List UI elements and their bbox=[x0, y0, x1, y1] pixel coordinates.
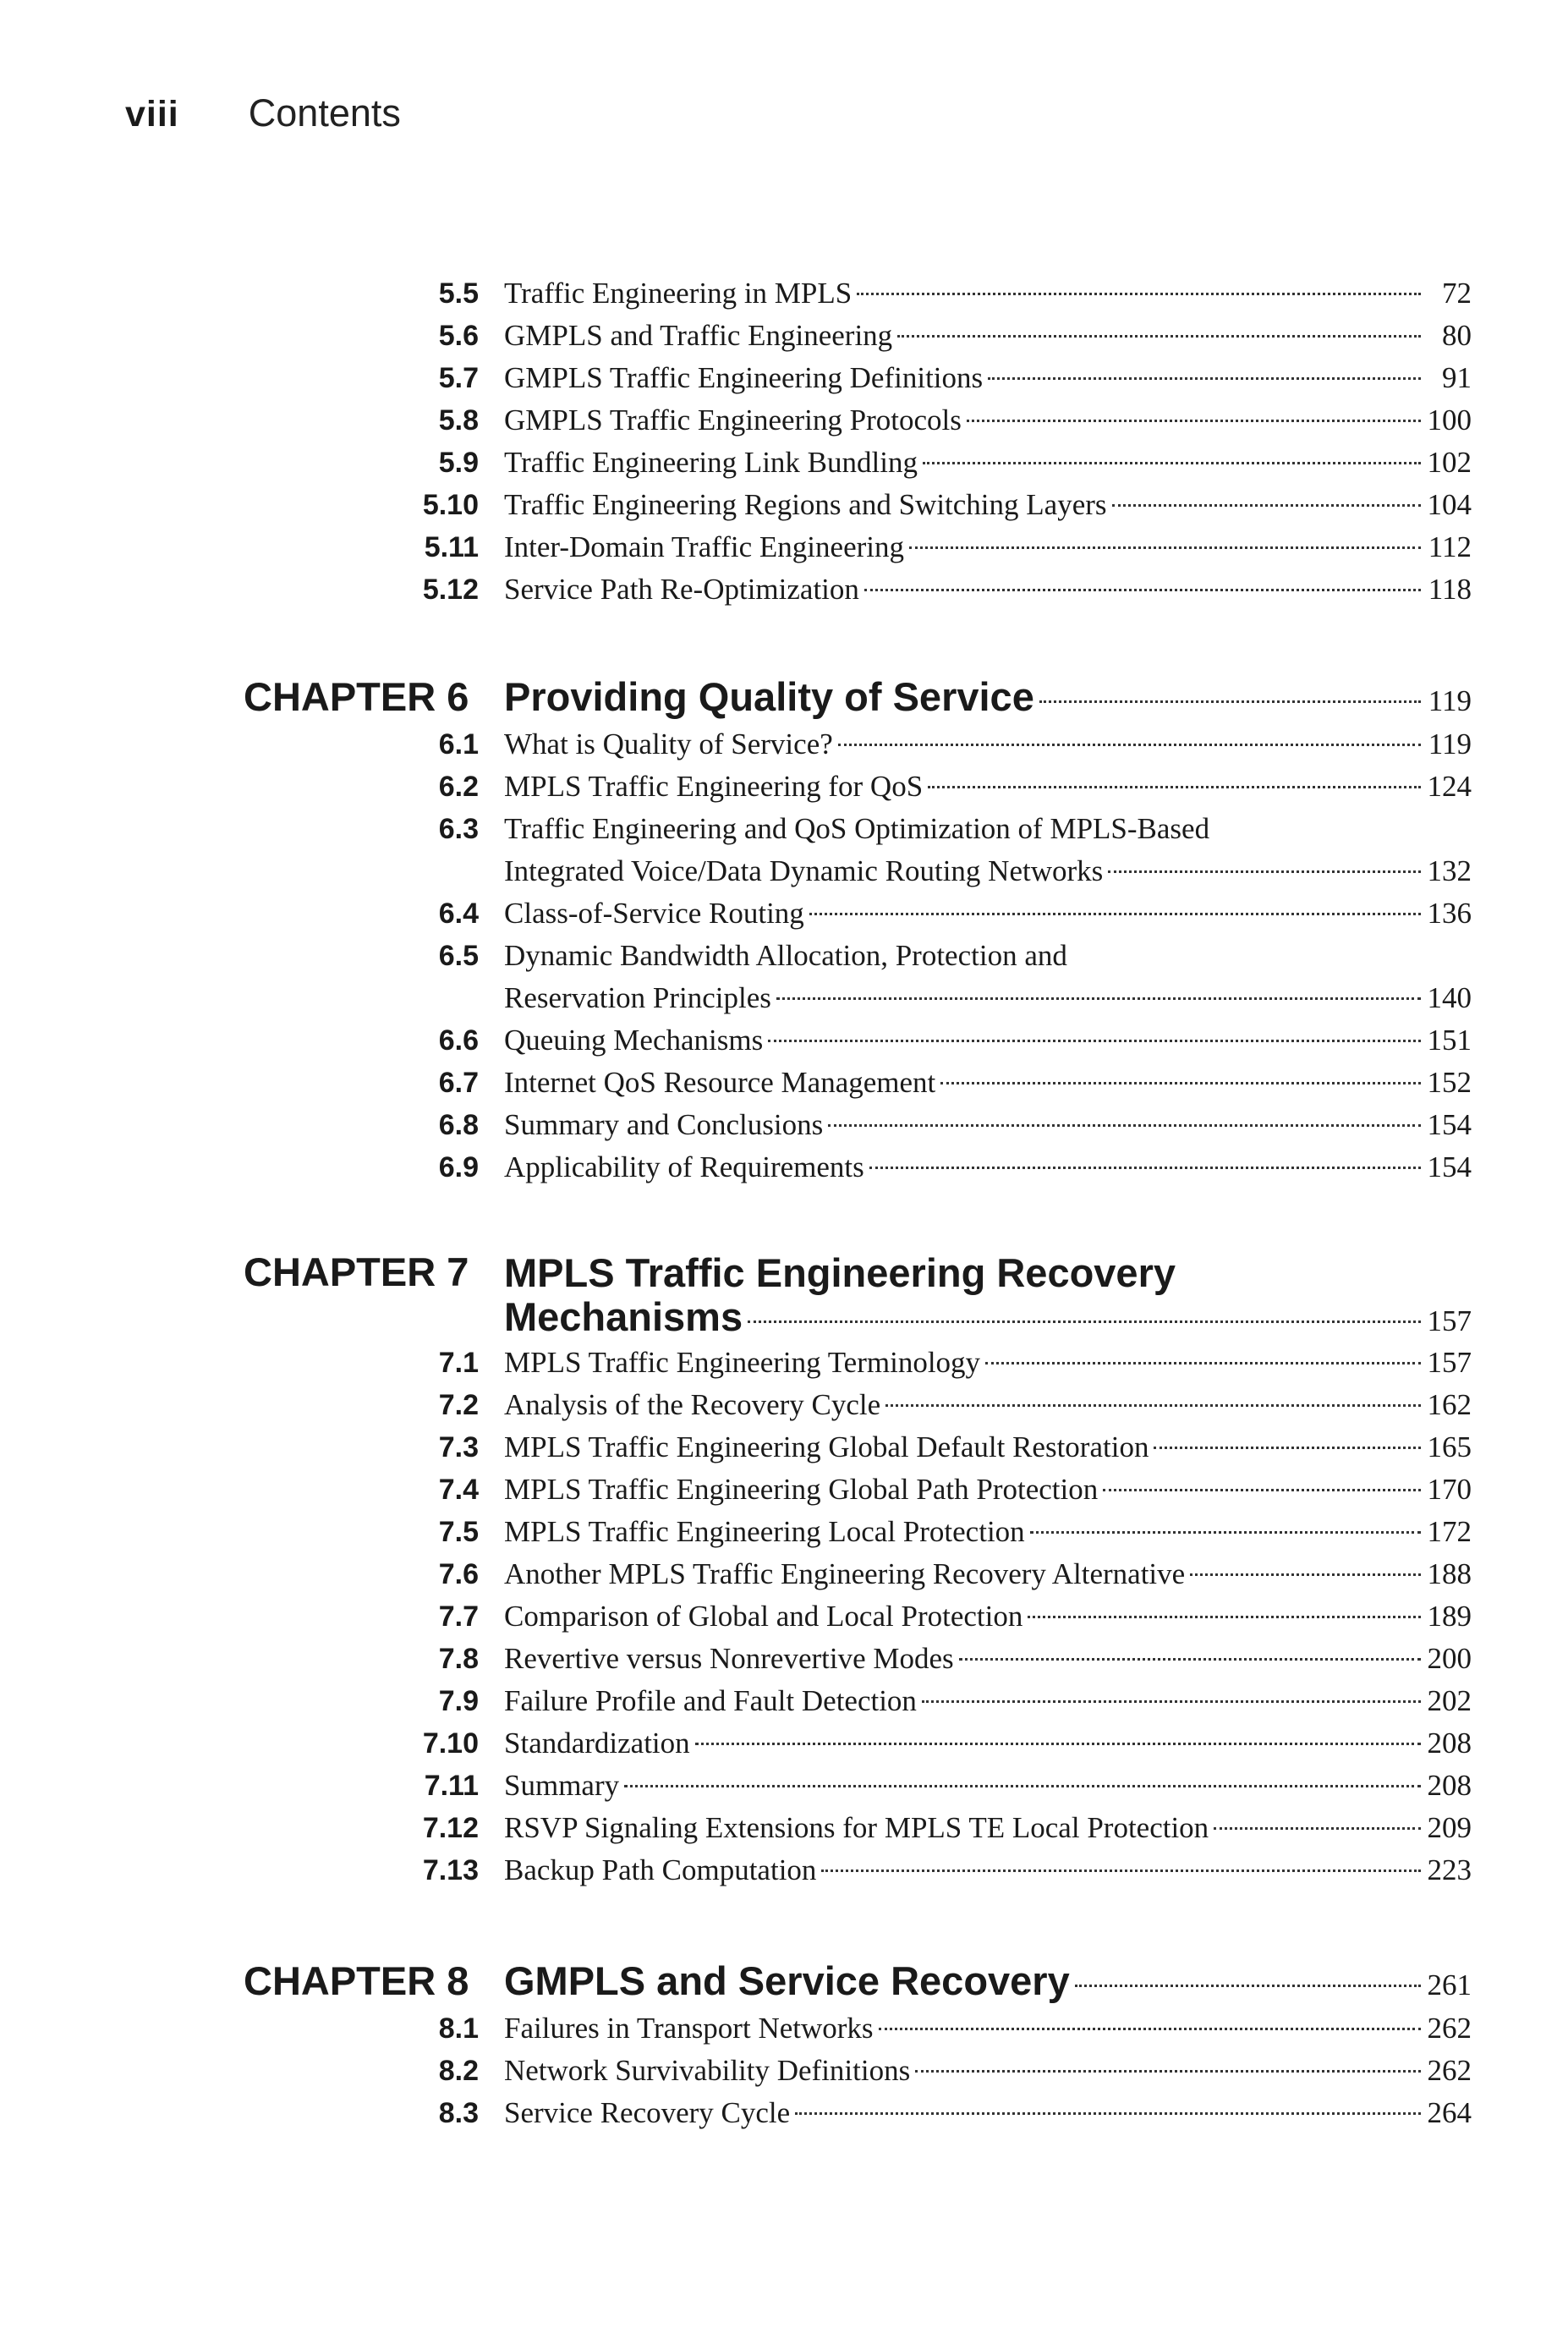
dot-leader bbox=[748, 1320, 1421, 1323]
section-title: Network Survivability Definitions bbox=[504, 2054, 911, 2087]
toc-entry[interactable] bbox=[0, 1469, 1568, 1511]
toc-entry[interactable] bbox=[0, 892, 1568, 935]
page-ref: 118 bbox=[1428, 573, 1472, 606]
chapter-label: CHAPTER 6 bbox=[244, 674, 469, 719]
chapter-heading[interactable] bbox=[0, 673, 1568, 723]
section-title: Service Recovery Cycle bbox=[504, 2096, 791, 2129]
dot-leader bbox=[1112, 504, 1421, 507]
dot-leader bbox=[857, 293, 1421, 295]
page-ref: 264 bbox=[1427, 2096, 1472, 2129]
page-ref: 124 bbox=[1427, 770, 1472, 803]
dot-leader bbox=[959, 1658, 1421, 1661]
section-number: 7.8 bbox=[438, 1643, 479, 1675]
section-title: Traffic Engineering in MPLS bbox=[504, 277, 853, 310]
section-title: What is Quality of Service? bbox=[504, 728, 833, 760]
section-number: 5.9 bbox=[438, 447, 479, 479]
section-title: Traffic Engineering Regions and Switching Layers bbox=[504, 488, 1107, 521]
dot-leader bbox=[821, 1870, 1421, 1872]
toc-entry[interactable] bbox=[0, 526, 1568, 568]
section-number: 5.5 bbox=[438, 277, 479, 310]
section-title: Failure Profile and Fault Detection bbox=[504, 1684, 917, 1717]
toc-entry[interactable] bbox=[0, 1553, 1568, 1595]
chapter-label: CHAPTER 8 bbox=[244, 1958, 469, 2003]
section-number: 5.11 bbox=[424, 531, 479, 563]
section-number: 7.13 bbox=[422, 1854, 479, 1886]
section-number: 7.4 bbox=[438, 1474, 479, 1506]
section-title: GMPLS and Traffic Engineering bbox=[504, 319, 893, 352]
page-ref: 119 bbox=[1428, 684, 1472, 717]
section-number: 6.8 bbox=[438, 1109, 479, 1141]
page-ref: 208 bbox=[1427, 1769, 1472, 1802]
toc-entry[interactable] bbox=[0, 1595, 1568, 1638]
section-title: Revertive versus Nonrevertive Modes bbox=[504, 1642, 954, 1675]
section-title: RSVP Signaling Extensions for MPLS TE Local Protection bbox=[504, 1811, 1209, 1844]
dot-leader bbox=[879, 2028, 1421, 2030]
dot-leader bbox=[869, 1167, 1421, 1169]
page-ref: 200 bbox=[1427, 1642, 1472, 1675]
section-title: Comparison of Global and Local Protection bbox=[504, 1600, 1023, 1633]
dot-leader bbox=[1154, 1447, 1421, 1449]
section-title-line-1: Dynamic Bandwidth Allocation, Protection and bbox=[504, 939, 1067, 972]
dot-leader bbox=[1028, 1616, 1421, 1618]
section-number: 5.10 bbox=[422, 489, 479, 521]
dot-leader bbox=[864, 589, 1421, 591]
section-number: 6.4 bbox=[438, 898, 479, 930]
section-title: MPLS Traffic Engineering Terminology bbox=[504, 1346, 981, 1379]
toc-entry[interactable] bbox=[0, 399, 1568, 442]
chapter-label: CHAPTER 7 bbox=[244, 1249, 469, 1294]
toc-entry[interactable] bbox=[0, 1146, 1568, 1189]
dot-leader bbox=[695, 1743, 1421, 1745]
toc-entry[interactable] bbox=[0, 2050, 1568, 2092]
toc-entry[interactable] bbox=[0, 272, 1568, 315]
page-ref: 162 bbox=[1427, 1388, 1472, 1421]
page-number: viii bbox=[125, 94, 179, 135]
section-title-line-2: Integrated Voice/Data Dynamic Routing Networks bbox=[504, 854, 1104, 887]
section-title-line-2: Reservation Principles bbox=[504, 981, 771, 1014]
dot-leader bbox=[928, 786, 1421, 788]
section-number: 7.9 bbox=[438, 1685, 479, 1717]
page-ref: 189 bbox=[1427, 1600, 1472, 1633]
section-title: Summary and Conclusions bbox=[504, 1108, 824, 1141]
section-number: 5.8 bbox=[438, 404, 479, 436]
dot-leader bbox=[1190, 1573, 1421, 1576]
toc-entry[interactable] bbox=[0, 484, 1568, 526]
toc-entry[interactable] bbox=[0, 2007, 1568, 2050]
toc-entry[interactable] bbox=[0, 1638, 1568, 1680]
section-title: GMPLS Traffic Engineering Definitions bbox=[504, 361, 984, 394]
section-title: Summary bbox=[504, 1769, 620, 1802]
section-title: Class-of-Service Routing bbox=[504, 897, 804, 930]
section-title: MPLS Traffic Engineering Global Default Restoration bbox=[504, 1430, 1149, 1463]
toc-entry[interactable] bbox=[0, 1426, 1568, 1469]
dot-leader bbox=[809, 913, 1421, 915]
section-number: 6.1 bbox=[438, 728, 479, 760]
page-ref: 152 bbox=[1427, 1066, 1472, 1099]
dot-leader bbox=[967, 420, 1421, 422]
section-title: MPLS Traffic Engineering for QoS bbox=[504, 770, 924, 803]
section-title: Another MPLS Traffic Engineering Recovery Alternative bbox=[504, 1557, 1186, 1590]
page-ref: 188 bbox=[1427, 1557, 1472, 1590]
running-title: Contents bbox=[248, 91, 401, 135]
section-title: GMPLS Traffic Engineering Protocols bbox=[504, 404, 962, 436]
chapter-title: Providing Quality of Service bbox=[504, 674, 1034, 719]
section-number: 7.1 bbox=[438, 1347, 479, 1379]
toc-entry[interactable] bbox=[0, 808, 1568, 892]
section-number: 6.2 bbox=[438, 771, 479, 803]
page-ref: 223 bbox=[1427, 1853, 1472, 1886]
section-number: 6.5 bbox=[438, 940, 479, 972]
section-number: 8.2 bbox=[438, 2055, 479, 2087]
dot-leader bbox=[985, 1362, 1421, 1364]
dot-leader bbox=[838, 744, 1421, 746]
page-ref: 104 bbox=[1427, 488, 1472, 521]
section-number: 5.7 bbox=[438, 362, 479, 394]
section-number: 7.2 bbox=[438, 1389, 479, 1421]
toc-entry[interactable] bbox=[0, 1765, 1568, 1807]
page-ref: 165 bbox=[1427, 1430, 1472, 1463]
dot-leader bbox=[915, 2070, 1421, 2073]
dot-leader bbox=[897, 335, 1421, 338]
chapter-heading[interactable] bbox=[0, 1957, 1568, 2007]
page-ref: 151 bbox=[1427, 1024, 1472, 1057]
section-title-line-1: Traffic Engineering and QoS Optimization of MPLS-Based bbox=[504, 812, 1210, 845]
section-number: 6.3 bbox=[438, 813, 479, 845]
toc-entry[interactable] bbox=[0, 1019, 1568, 1062]
toc-entry[interactable] bbox=[0, 1849, 1568, 1891]
page-ref: 132 bbox=[1427, 854, 1472, 887]
section-title: Inter-Domain Traffic Engineering bbox=[504, 530, 904, 563]
section-title: Failures in Transport Networks bbox=[504, 2012, 874, 2045]
dot-leader bbox=[988, 377, 1421, 380]
page-ref: 262 bbox=[1427, 2012, 1472, 2045]
dot-leader bbox=[828, 1124, 1421, 1127]
page-ref: 157 bbox=[1427, 1304, 1472, 1337]
section-title: Service Path Re-Optimization bbox=[504, 573, 859, 606]
page-ref: 112 bbox=[1428, 530, 1472, 563]
section-number: 7.5 bbox=[438, 1516, 479, 1548]
section-title: Internet QoS Resource Management bbox=[504, 1066, 936, 1099]
section-number: 7.6 bbox=[438, 1558, 479, 1590]
toc-entry[interactable] bbox=[0, 442, 1568, 484]
dot-leader bbox=[1108, 870, 1421, 873]
section-number: 6.7 bbox=[438, 1067, 479, 1099]
page-ref: 80 bbox=[1442, 319, 1472, 352]
chapter-title-line-1: MPLS Traffic Engineering Recovery bbox=[504, 1250, 1176, 1295]
dot-leader bbox=[1075, 1985, 1421, 1987]
section-number: 7.11 bbox=[424, 1770, 479, 1802]
section-title: Backup Path Computation bbox=[504, 1853, 817, 1886]
section-title: Traffic Engineering Link Bundling bbox=[504, 446, 918, 479]
chapter-title-line-2: Mechanisms bbox=[504, 1294, 743, 1339]
dot-leader bbox=[909, 546, 1421, 549]
section-title: Analysis of the Recovery Cycle bbox=[504, 1388, 881, 1421]
page-ref: 172 bbox=[1427, 1515, 1472, 1548]
dot-leader bbox=[795, 2112, 1421, 2115]
dot-leader bbox=[922, 1700, 1421, 1703]
section-title: Applicability of Requirements bbox=[504, 1150, 864, 1183]
toc-entry[interactable] bbox=[0, 935, 1568, 1019]
section-title: Queuing Mechanisms bbox=[504, 1024, 764, 1057]
dot-leader bbox=[1214, 1827, 1421, 1830]
toc-entry[interactable] bbox=[0, 1722, 1568, 1765]
page-ref: 157 bbox=[1427, 1346, 1472, 1379]
section-number: 6.6 bbox=[438, 1024, 479, 1057]
toc-entry[interactable] bbox=[0, 1384, 1568, 1426]
section-number: 5.12 bbox=[422, 574, 479, 606]
toc-entry[interactable] bbox=[0, 723, 1568, 766]
dot-leader bbox=[923, 462, 1421, 464]
section-number: 8.3 bbox=[438, 2097, 479, 2129]
section-number: 7.3 bbox=[438, 1431, 479, 1463]
page-ref: 170 bbox=[1427, 1473, 1472, 1506]
toc-entry[interactable] bbox=[0, 1680, 1568, 1722]
page-ref: 119 bbox=[1428, 728, 1472, 760]
section-number: 5.6 bbox=[438, 320, 479, 352]
page-ref: 140 bbox=[1427, 981, 1472, 1014]
toc-entry[interactable] bbox=[0, 766, 1568, 808]
dot-leader bbox=[885, 1404, 1421, 1407]
page-header bbox=[125, 91, 401, 146]
toc-entry[interactable] bbox=[0, 1342, 1568, 1384]
toc-entry[interactable] bbox=[0, 1511, 1568, 1553]
page-ref: 91 bbox=[1442, 361, 1472, 394]
toc-entry[interactable] bbox=[0, 568, 1568, 611]
page-ref: 209 bbox=[1427, 1811, 1472, 1844]
toc-entry[interactable] bbox=[0, 1807, 1568, 1849]
toc-entry[interactable] bbox=[0, 2092, 1568, 2134]
dot-leader bbox=[1103, 1489, 1421, 1491]
page-ref: 261 bbox=[1427, 1968, 1472, 2001]
page-ref: 202 bbox=[1427, 1684, 1472, 1717]
section-number: 6.9 bbox=[438, 1151, 479, 1183]
page-ref: 262 bbox=[1427, 2054, 1472, 2087]
dot-leader bbox=[768, 1040, 1421, 1042]
toc-entry[interactable] bbox=[0, 357, 1568, 399]
section-title: MPLS Traffic Engineering Local Protection bbox=[504, 1515, 1025, 1548]
page-ref: 154 bbox=[1427, 1150, 1472, 1183]
page-ref: 72 bbox=[1442, 277, 1472, 310]
page-ref: 102 bbox=[1427, 446, 1472, 479]
page-ref: 100 bbox=[1427, 404, 1472, 436]
page-ref: 136 bbox=[1427, 897, 1472, 930]
section-title: MPLS Traffic Engineering Global Path Protection bbox=[504, 1473, 1099, 1506]
chapter-heading[interactable] bbox=[0, 1248, 1568, 1341]
section-number: 8.1 bbox=[438, 2012, 479, 2045]
section-number: 7.7 bbox=[438, 1600, 479, 1633]
dot-leader bbox=[940, 1082, 1421, 1084]
dot-leader bbox=[1030, 1531, 1421, 1534]
section-number: 7.12 bbox=[422, 1812, 479, 1844]
toc-entry[interactable] bbox=[0, 1062, 1568, 1104]
section-number: 7.10 bbox=[422, 1727, 479, 1760]
page-ref: 154 bbox=[1427, 1108, 1472, 1141]
page-ref: 208 bbox=[1427, 1727, 1472, 1760]
chapter-title: GMPLS and Service Recovery bbox=[504, 1958, 1070, 2003]
section-title: Standardization bbox=[504, 1727, 690, 1760]
dot-leader bbox=[624, 1785, 1421, 1787]
dot-leader bbox=[776, 997, 1421, 1000]
toc-entry[interactable] bbox=[0, 1104, 1568, 1146]
dot-leader bbox=[1039, 700, 1421, 703]
toc-entry[interactable] bbox=[0, 315, 1568, 357]
